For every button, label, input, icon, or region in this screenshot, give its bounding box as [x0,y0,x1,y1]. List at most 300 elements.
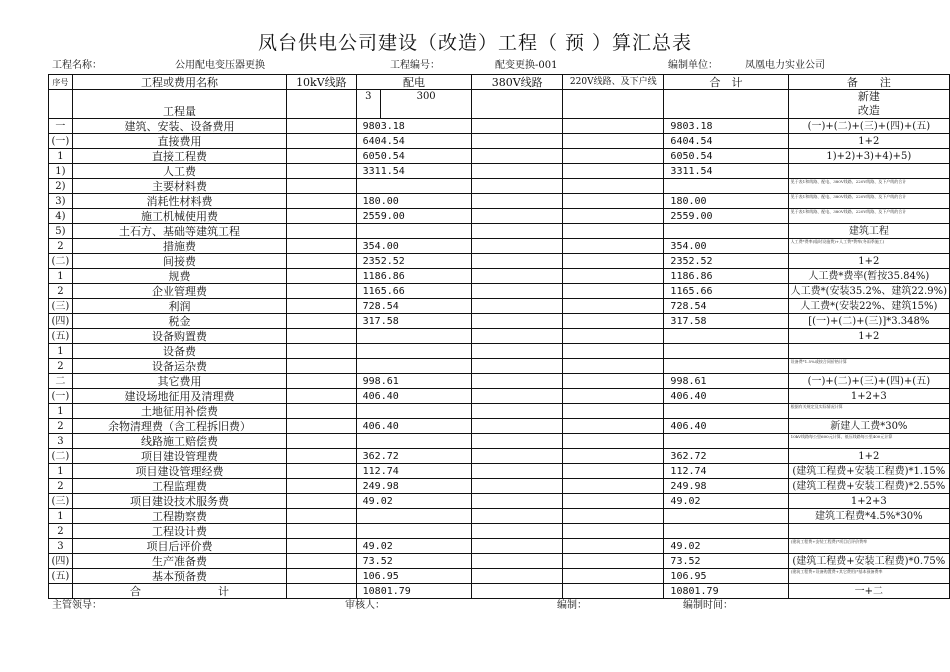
row-seq: 2 [49,359,73,374]
row-total: 112.74 [664,464,788,479]
table-row [49,404,950,419]
table-row [49,329,950,344]
row-remark: 人工费*费率(临时设施费)+人工费*费率(冬雨季施工) [788,239,949,254]
row-total: 317.58 [664,314,788,329]
row-10kv [287,314,357,329]
row-name: 合 计 [72,584,286,599]
row-dist [356,224,472,239]
header-item: 工程或费用名称 [72,75,286,90]
row-dist: 249.98 [356,479,472,494]
row-total: 2352.52 [664,254,788,269]
row-name: 线路施工赔偿费 [72,434,286,449]
row-10kv [287,119,357,134]
row-380v [472,389,563,404]
row-remark: 人工费*(安装22%、建筑15%) [788,299,949,314]
row-380v [472,524,563,539]
row-dist: 49.02 [356,539,472,554]
quantity-a: 3 [356,90,380,119]
row-380v [472,239,563,254]
table-row [49,164,950,179]
row-seq: (二) [49,449,73,464]
row-name: 工程勘察费 [72,509,286,524]
row-name: 项目建设技术服务费 [72,494,286,509]
unit-label: 编制单位： [668,60,718,71]
row-10kv [287,524,357,539]
row-total [664,509,788,524]
row-total: 728.54 [664,299,788,314]
row-dist: 106.95 [356,569,472,584]
row-name: 设备费 [72,344,286,359]
row-220v [563,134,664,149]
row-seq: 1 [49,269,73,284]
row-total: 180.00 [664,194,788,209]
row-seq: (四) [49,554,73,569]
project-no: 配变更换-001 [495,60,558,71]
table-row [49,119,950,134]
row-total: 49.02 [664,494,788,509]
row-dist: 6404.54 [356,134,472,149]
row-dist: 406.40 [356,389,472,404]
quantity-b: 300 [380,90,471,119]
quantity-220v [563,90,664,119]
row-total: 998.61 [664,374,788,389]
row-dist: 1186.86 [356,269,472,284]
row-remark: 1+2 [788,449,949,464]
row-total [664,224,788,239]
header-220v: 220V线路、及下户线 [563,75,664,90]
table-row [49,344,950,359]
row-name: 消耗性材料费 [72,194,286,209]
row-seq: 1 [49,149,73,164]
row-remark: 人工费*费率(暂按35.84%) [788,269,949,284]
project-no-label: 工程编号： [390,60,440,71]
row-seq: (一) [49,389,73,404]
footer-date: 编制时间： [683,600,733,611]
row-10kv [287,329,357,344]
row-dist: 317.58 [356,314,472,329]
table-row [49,359,950,374]
row-dist: 6050.54 [356,149,472,164]
row-220v [563,539,664,554]
row-name: 主要材料费 [72,179,286,194]
table-row [49,389,950,404]
row-10kv [287,359,357,374]
row-220v [563,374,664,389]
row-seq: 3 [49,539,73,554]
row-10kv [287,209,357,224]
row-total [664,344,788,359]
row-380v [472,539,563,554]
table-row [49,239,950,254]
row-380v [472,344,563,359]
row-380v [472,149,563,164]
row-380v [472,254,563,269]
row-seq: 3 [49,434,73,449]
row-name: 直接费用 [72,134,286,149]
row-name: 基本预备费 [72,569,286,584]
row-dist: 180.00 [356,194,472,209]
row-380v [472,224,563,239]
header-remark: 备 注 [788,75,949,90]
row-220v [563,404,664,419]
table-row [49,539,950,554]
row-name: 项目建设管理费 [72,449,286,464]
row-10kv [287,149,357,164]
table-row [49,194,950,209]
summary-table [48,74,950,599]
row-10kv [287,539,357,554]
row-220v [563,524,664,539]
row-380v [472,179,563,194]
table-row [49,134,950,149]
row-10kv [287,164,357,179]
row-total [664,404,788,419]
row-10kv [287,569,357,584]
row-380v [472,164,563,179]
row-seq: 2 [49,239,73,254]
row-name: 建筑、安装、设备费用 [72,119,286,134]
quantity-total [664,90,788,119]
row-seq: 一 [49,119,73,134]
row-name: 措施费 [72,239,286,254]
row-220v [563,494,664,509]
row-220v [563,299,664,314]
table-row [49,584,950,599]
row-10kv [287,374,357,389]
row-220v [563,119,664,134]
row-380v [472,479,563,494]
table-row [49,254,950,269]
row-remark: 1+2 [788,329,949,344]
row-remark: (建筑工程费+安装工程费)*1.15% [788,464,949,479]
row-seq: (二) [49,254,73,269]
row-remark: 一+二 [788,584,949,599]
row-dist: 112.74 [356,464,472,479]
row-10kv [287,299,357,314]
table-row [49,419,950,434]
row-remark: 人工费*(安装35.2%、建筑22.9%) [788,284,949,299]
row-name: 项目建设管理经费 [72,464,286,479]
row-name: 土地征用补偿费 [72,404,286,419]
row-220v [563,224,664,239]
header-row [49,75,950,90]
row-remark: 见于表1和线路、配电、380V线路、220V线路、及下户线的合计 [788,209,949,224]
row-380v [472,584,563,599]
row-10kv [287,509,357,524]
row-remark: (建筑工程费+设备购置费+其它费用)*基本预备费率 [788,569,949,584]
row-total: 1186.86 [664,269,788,284]
row-seq: (四) [49,314,73,329]
table-row [49,209,950,224]
row-220v [563,509,664,524]
table-row [49,284,950,299]
row-10kv [287,134,357,149]
row-220v [563,434,664,449]
row-name: 施工机械使用费 [72,209,286,224]
row-10kv [287,419,357,434]
row-380v [472,494,563,509]
row-dist [356,404,472,419]
row-total: 406.40 [664,389,788,404]
row-name: 项目后评价费 [72,539,286,554]
row-name: 工程设计费 [72,524,286,539]
footer-leader: 主管领导： [52,600,102,611]
row-total [664,329,788,344]
row-dist [356,344,472,359]
header-total: 合 计 [664,75,788,90]
row-380v [472,119,563,134]
table-row [49,569,950,584]
remark-renovate: 改造 [857,104,880,117]
row-220v [563,359,664,374]
table-row [49,524,950,539]
row-380v [472,449,563,464]
row-220v [563,284,664,299]
row-dist: 2352.52 [356,254,472,269]
row-220v [563,554,664,569]
row-name: 建设场地征用及清理费 [72,389,286,404]
row-10kv [287,284,357,299]
quantity-remark [788,90,949,119]
row-10kv [287,479,357,494]
row-remark: 1+2 [788,134,949,149]
row-10kv [287,179,357,194]
row-10kv [287,449,357,464]
row-220v [563,479,664,494]
row-dist: 49.02 [356,494,472,509]
row-220v [563,329,664,344]
row-dist [356,524,472,539]
row-dist [356,434,472,449]
row-dist: 998.61 [356,374,472,389]
row-220v [563,239,664,254]
row-220v [563,254,664,269]
row-name: 工程监理费 [72,479,286,494]
row-380v [472,314,563,329]
row-dist: 406.40 [356,419,472,434]
row-remark: (建筑工程费+安装工程费)*0.75% [788,554,949,569]
table-row [49,179,950,194]
row-220v [563,314,664,329]
row-total: 6404.54 [664,134,788,149]
row-seq: 2 [49,419,73,434]
row-name: 人工费 [72,164,286,179]
row-total: 362.72 [664,449,788,464]
row-dist: 73.52 [356,554,472,569]
row-10kv [287,194,357,209]
row-seq: 2) [49,179,73,194]
row-10kv [287,584,357,599]
row-220v [563,209,664,224]
row-dist: 362.72 [356,449,472,464]
row-seq [49,584,73,599]
row-remark: 1)+2)+3)+4)+5) [788,149,949,164]
row-name: 税金 [72,314,286,329]
row-remark: 建筑工程费*4.5%*30% [788,509,949,524]
row-10kv [287,269,357,284]
row-seq: 1 [49,509,73,524]
row-seq: 1 [49,464,73,479]
row-dist [356,179,472,194]
table-row [49,299,950,314]
row-220v [563,449,664,464]
row-seq: 2 [49,284,73,299]
row-name: 生产准备费 [72,554,286,569]
row-dist: 10801.79 [356,584,472,599]
row-seq: (五) [49,569,73,584]
row-220v [563,464,664,479]
row-remark: 见于表1和线路、配电、380V线路、220V线路、及下户线的合计 [788,179,949,194]
row-380v [472,269,563,284]
table-row [49,464,950,479]
header-10kv: 10kV线路 [287,75,357,90]
row-remark: 根据有关规定及实际情况计算 [788,404,949,419]
row-dist: 3311.54 [356,164,472,179]
row-remark [788,344,949,359]
row-220v [563,179,664,194]
row-total [664,179,788,194]
row-total [664,359,788,374]
row-total: 3311.54 [664,164,788,179]
row-220v [563,389,664,404]
row-380v [472,569,563,584]
row-220v [563,569,664,584]
row-dist: 9803.18 [356,119,472,134]
row-380v [472,404,563,419]
header-seq: 序号 [49,75,73,90]
row-dist: 354.00 [356,239,472,254]
row-380v [472,374,563,389]
quantity-380v [472,90,563,119]
row-total: 10801.79 [664,584,788,599]
row-name: 其它费用 [72,374,286,389]
row-seq: 3) [49,194,73,209]
quantity-row [49,90,950,119]
row-10kv [287,344,357,359]
row-seq: 4) [49,209,73,224]
table-row [49,314,950,329]
row-total: 6050.54 [664,149,788,164]
row-name: 设备运杂费 [72,359,286,374]
quantity-seq [49,90,73,119]
row-total: 73.52 [664,554,788,569]
row-10kv [287,494,357,509]
row-seq: 1 [49,344,73,359]
remark-new: 新建 [857,90,880,103]
row-total [664,524,788,539]
row-remark: 1+2+3 [788,494,949,509]
row-remark: 新建人工费*30% [788,419,949,434]
row-total: 354.00 [664,239,788,254]
row-seq: 1) [49,164,73,179]
row-220v [563,269,664,284]
row-total: 9803.18 [664,119,788,134]
project-name: 公用配电变压器更换 [175,60,265,71]
row-380v [472,299,563,314]
table-row [49,479,950,494]
row-remark: [(一)+(二)+(三)]*3.348% [788,314,949,329]
row-seq: (三) [49,494,73,509]
row-name: 企业管理费 [72,284,286,299]
header-380v: 380V线路 [472,75,563,90]
row-total: 406.40 [664,419,788,434]
row-220v [563,164,664,179]
row-dist [356,509,472,524]
row-total: 2559.00 [664,209,788,224]
row-total: 106.95 [664,569,788,584]
row-total: 1165.66 [664,284,788,299]
row-10kv [287,404,357,419]
row-dist [356,329,472,344]
row-10kv [287,254,357,269]
row-name: 间接费 [72,254,286,269]
row-seq: 二 [49,374,73,389]
row-10kv [287,224,357,239]
table-row [49,374,950,389]
row-remark: 1+2+3 [788,389,949,404]
row-380v [472,509,563,524]
row-10kv [287,554,357,569]
table-row [49,224,950,239]
row-name: 利润 [72,299,286,314]
row-remark: (建筑工程费+安装工程费)*项目后评价费率 [788,539,949,554]
row-remark: 设备费*1.5%或按合同价格计算 [788,359,949,374]
row-dist: 728.54 [356,299,472,314]
row-remark: (一)+(二)+(三)+(四)+(五) [788,374,949,389]
row-name: 余物清理费（含工程拆旧费） [72,419,286,434]
table-row [49,149,950,164]
row-10kv [287,434,357,449]
row-380v [472,359,563,374]
row-220v [563,584,664,599]
row-10kv [287,239,357,254]
row-total [664,434,788,449]
row-dist [356,359,472,374]
row-220v [563,344,664,359]
footer-compiler: 编制： [557,600,587,611]
row-380v [472,194,563,209]
row-remark: (一)+(二)+(三)+(四)+(五) [788,119,949,134]
row-380v [472,464,563,479]
row-380v [472,419,563,434]
row-name: 设备购置费 [72,329,286,344]
row-remark: 见于表1和线路、配电、380V线路、220V线路、及下户线的合计 [788,194,949,209]
row-seq: 1 [49,404,73,419]
row-10kv [287,389,357,404]
row-220v [563,149,664,164]
row-name: 直接工程费 [72,149,286,164]
table-row [49,554,950,569]
row-seq: (三) [49,299,73,314]
row-220v [563,419,664,434]
row-remark [788,164,949,179]
row-remark [788,524,949,539]
row-380v [472,209,563,224]
footer-reviewer: 审核人： [345,600,385,611]
row-dist: 1165.66 [356,284,472,299]
table-row [49,449,950,464]
row-380v [472,434,563,449]
unit-name: 凤凰电力实业公司 [745,60,825,71]
header-dist: 配电 [356,75,472,90]
table-row [49,494,950,509]
row-total: 49.02 [664,539,788,554]
row-seq: 5) [49,224,73,239]
row-10kv [287,464,357,479]
quantity-label: 工程量 [72,90,286,119]
row-380v [472,554,563,569]
row-remark: 1+2 [788,254,949,269]
